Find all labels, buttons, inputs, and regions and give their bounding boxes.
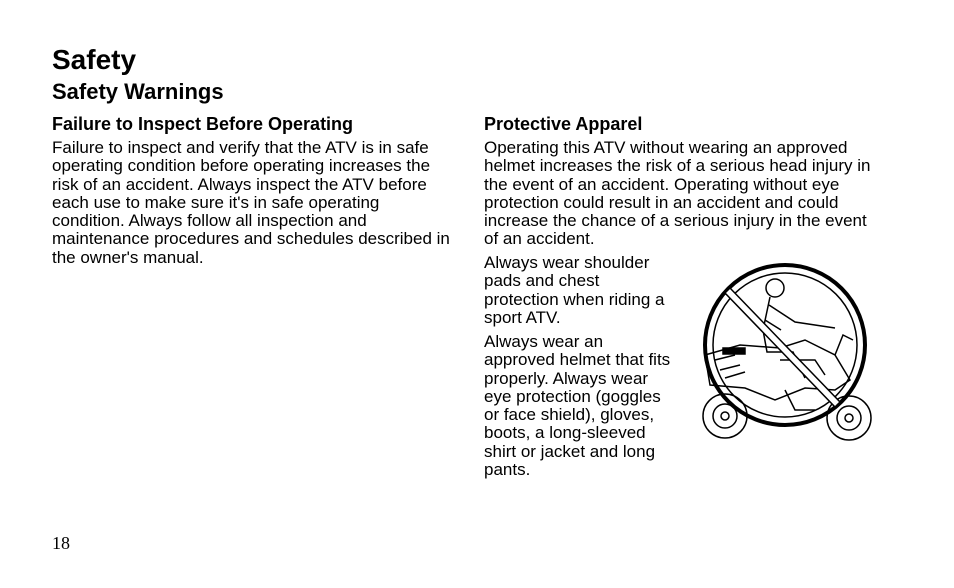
section-title: Safety Warnings — [52, 79, 224, 104]
inspect-warning-heading: Failure to Inspect Before Operating — [52, 114, 354, 134]
helmet-paragraph: Always wear an approved helmet that fits properly. Always wear eye protection (goggles or face shield), gloves, boots, a long-sleeved shirt or jacket and long pants. — [484, 332, 671, 480]
protective-apparel-body: Operating this ATV without wearing an approved helmet increases the risk of a serious head injury in the event of an accident. Operating without eye protection could result in an accident and could increase the chance of a serious injury in the event of an accident. — [484, 138, 871, 249]
protective-apparel-heading: Protective Apparel — [484, 114, 643, 134]
inspect-warning-body: Failure to inspect and verify that the ATV is in safe operating condition before operating increases the risk of an accident. Always inspect the ATV before each use to make sure it's in safe operating condition. Always follow all inspection and maintenance procedures and schedules described in the owner's manual. — [52, 138, 450, 267]
page-title: Safety — [52, 44, 137, 75]
shoulder-pads-paragraph: Always wear shoulder pads and chest protection when riding a sport ATV. — [484, 253, 665, 327]
protective-apparel-section — [484, 113, 884, 249]
page-number: 18 — [52, 533, 70, 553]
inspect-warning-section — [52, 113, 452, 267]
prohibited-atv-rider-icon — [685, 260, 885, 445]
